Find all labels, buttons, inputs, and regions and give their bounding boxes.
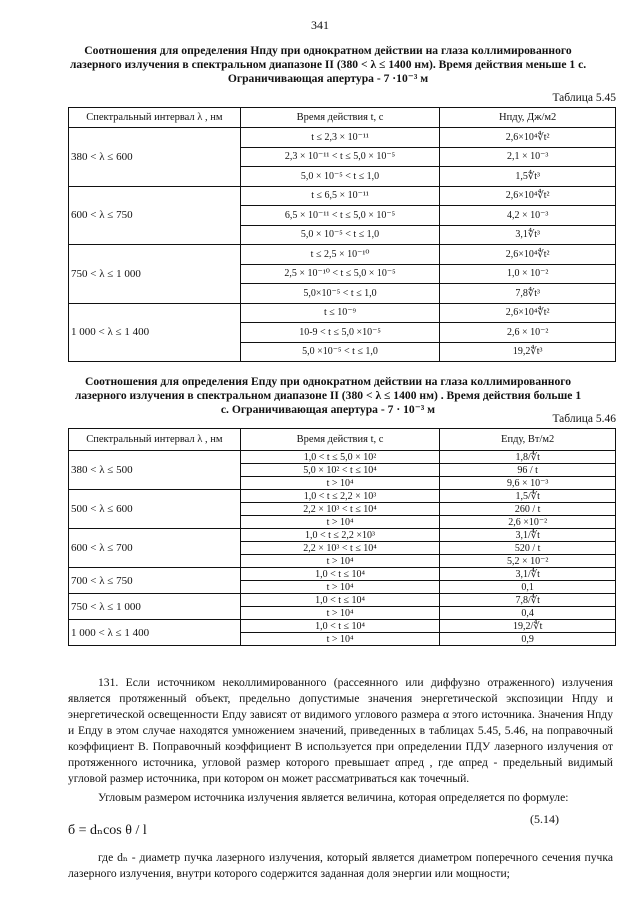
time-cell: t > 10⁴ xyxy=(240,581,440,594)
value-cell: 7,8∜t³ xyxy=(440,284,616,304)
paragraph-angular-size: Угловым размером источника излучения является величина, которая определяется по формуле: xyxy=(98,791,569,804)
value-cell: 19,2/∜t xyxy=(440,620,616,633)
spectral-range-cell: 380 < λ ≤ 600 xyxy=(69,128,241,187)
value-cell: 96 / t xyxy=(440,464,616,477)
value-cell: 520 / t xyxy=(440,542,616,555)
value-cell: 0,1 xyxy=(440,581,616,594)
spectral-range-cell: 600 < λ ≤ 750 xyxy=(69,186,241,245)
table-row xyxy=(69,451,616,464)
table-row xyxy=(69,620,616,633)
table-row xyxy=(69,529,616,542)
formula-number: (5.14) xyxy=(530,812,559,826)
time-cell: t > 10⁴ xyxy=(240,516,440,529)
column-header: Спектральный интервал λ , нм xyxy=(69,429,241,451)
spectral-range-cell: 1 000 < λ ≤ 1 400 xyxy=(69,620,241,646)
value-cell: 2,6×10⁴∜t² xyxy=(440,245,616,265)
spectral-range-cell: 700 < λ ≤ 750 xyxy=(69,568,241,594)
table-row xyxy=(69,490,616,503)
section1-heading-line: Ограничивающая апертура - 7 ·10⁻³ м xyxy=(227,72,429,85)
section2-heading-line: лазерного излучения в спектральном диапазоне II (380 < λ ≤ 1400 нм) . Время действия больше 1 xyxy=(74,389,582,402)
value-cell: 1,5/∜t xyxy=(440,490,616,503)
time-cell: 5,0 × 10⁻⁵ < t ≤ 1,0 xyxy=(240,225,440,245)
time-cell: t > 10⁴ xyxy=(240,477,440,490)
section1-heading xyxy=(58,44,598,86)
value-cell: 2,6 × 10⁻² xyxy=(440,323,616,343)
time-cell: 2,2 × 10³ < t ≤ 10⁴ xyxy=(240,542,440,555)
spectral-range-cell: 380 < λ ≤ 500 xyxy=(69,451,241,490)
paragraph-where: где dₙ - диаметр пучка лазерного излучения, который является диаметром поперечного сечения пучка лазерного излучения, внутри которого содержится заданная доля энергии или мощности; xyxy=(68,851,613,880)
time-cell: 10-9 < t ≤ 5,0 ×10⁻⁵ xyxy=(240,323,440,343)
column-header: Время действия t, с xyxy=(240,108,440,128)
time-cell: 5,0 × 10² < t ≤ 10⁴ xyxy=(240,464,440,477)
table-row xyxy=(69,128,616,148)
time-cell: 1,0 < t ≤ 10⁴ xyxy=(240,594,440,607)
value-cell: 1,0 × 10⁻² xyxy=(440,264,616,284)
time-cell: 1,0 < t ≤ 5,0 × 10² xyxy=(240,451,440,464)
spectral-range-cell: 1 000 < λ ≤ 1 400 xyxy=(69,303,241,362)
table-row xyxy=(69,568,616,581)
column-header: Спектральный интервал λ , нм xyxy=(69,108,241,128)
section1-heading-line: Соотношения для определения Нпду при однократном действии на глаза коллимированного xyxy=(84,44,572,57)
column-header: Епду, Вт/м2 xyxy=(440,429,616,451)
time-cell: t ≤ 2,5 × 10⁻¹⁰ xyxy=(240,245,440,265)
value-cell: 1,5∜t³ xyxy=(440,167,616,187)
time-cell: 6,5 × 10⁻¹¹ < t ≤ 5,0 × 10⁻⁵ xyxy=(240,206,440,226)
time-cell: 2,2 × 10³ < t ≤ 10⁴ xyxy=(240,503,440,516)
time-cell: 2,5 × 10⁻¹⁰ < t ≤ 5,0 × 10⁻⁵ xyxy=(240,264,440,284)
time-cell: 1,0 < t ≤ 10⁴ xyxy=(240,568,440,581)
time-cell: 1,0 < t ≤ 2,2 × 10³ xyxy=(240,490,440,503)
value-cell: 3,1/∜t xyxy=(440,568,616,581)
section2-heading xyxy=(58,375,598,417)
spectral-range-cell: 600 < λ ≤ 700 xyxy=(69,529,241,568)
time-cell: t > 10⁴ xyxy=(240,607,440,620)
value-cell: 2,6 ×10⁻² xyxy=(440,516,616,529)
spectral-range-cell: 750 < λ ≤ 1 000 xyxy=(69,245,241,304)
formula: б = dₙcos θ / l xyxy=(68,823,147,838)
time-cell: t ≤ 2,3 × 10⁻¹¹ xyxy=(240,128,440,148)
time-cell: t > 10⁴ xyxy=(240,555,440,568)
page-number: 341 xyxy=(311,18,329,32)
table-row xyxy=(69,245,616,265)
section2-heading-line: Соотношения для определения Епду при однократном действии на глаза коллимированного xyxy=(84,375,572,388)
value-cell: 3,1∜t³ xyxy=(440,225,616,245)
time-cell: 1,0 < t ≤ 10⁴ xyxy=(240,620,440,633)
value-cell: 2,6×10⁴∜t² xyxy=(440,186,616,206)
paragraph-131: 131. Если источником неколлимированного (рассеянного или диффузно отраженного) излучения является протяженный объект, предельно допустимые значения энергетической экспозиции Нпду и энергетической освещенности Епду зависят от видимого углового размера α этого источника. Значения Нпду и Епду в этом случае находятся умножением значений, приведенных в таблицах 5.45, 5.46, на поправочный коэффициент В. Поправочный коэффициент В используется при определении ПДУ лазерного излучения от протяженного источника, угловой размер которого превышает αпред , где αпред - предельный видимый угловой размер источника, при котором он может рассматриваться как точечный. xyxy=(68,676,613,785)
value-cell: 1,8/∜t xyxy=(440,451,616,464)
table-row xyxy=(69,594,616,607)
time-cell: 5,0×10⁻⁵ < t ≤ 1,0 xyxy=(240,284,440,304)
column-header: Время действия t, с xyxy=(240,429,440,451)
table-5-46-label: Таблица 5.46 xyxy=(552,413,616,425)
value-cell: 0,4 xyxy=(440,607,616,620)
section2-heading-line: с. Ограничивающая апертура - 7 · 10⁻³ м xyxy=(220,403,436,416)
value-cell: 0,9 xyxy=(440,633,616,646)
time-cell: t > 10⁴ xyxy=(240,633,440,646)
time-cell: 1,0 < t ≤ 2,2 ×10³ xyxy=(240,529,440,542)
value-cell: 2,1 × 10⁻³ xyxy=(440,147,616,167)
section1-heading-line: лазерного излучения в спектральном диапазоне II (380 < λ ≤ 1400 нм). Время действия меньше 1 с. xyxy=(69,58,587,71)
value-cell: 7,8/∜t xyxy=(440,594,616,607)
column-header: Нпду, Дж/м2 xyxy=(440,108,616,128)
value-cell: 4,2 × 10⁻³ xyxy=(440,206,616,226)
time-cell: t ≤ 10⁻⁹ xyxy=(240,303,440,323)
value-cell: 2,6×10⁴∜t² xyxy=(440,303,616,323)
table-5-45-label: Таблица 5.45 xyxy=(552,92,616,104)
table-row xyxy=(69,186,616,206)
value-cell: 5,2 × 10⁻² xyxy=(440,555,616,568)
value-cell: 260 / t xyxy=(440,503,616,516)
value-cell: 3,1/∜t xyxy=(440,529,616,542)
spectral-range-cell: 500 < λ ≤ 600 xyxy=(69,490,241,529)
value-cell: 9,6 × 10⁻³ xyxy=(440,477,616,490)
value-cell: 19,2∜t³ xyxy=(440,342,616,362)
table-row xyxy=(69,303,616,323)
table-5-45 xyxy=(68,107,616,362)
spectral-range-cell: 750 < λ ≤ 1 000 xyxy=(69,594,241,620)
time-cell: 5,0 × 10⁻⁵ < t ≤ 1,0 xyxy=(240,167,440,187)
value-cell: 2,6×10⁴∜t² xyxy=(440,128,616,148)
time-cell: 5,0 ×10⁻⁵ < t ≤ 1,0 xyxy=(240,342,440,362)
time-cell: t ≤ 6,5 × 10⁻¹¹ xyxy=(240,186,440,206)
time-cell: 2,3 × 10⁻¹¹ < t ≤ 5,0 × 10⁻⁵ xyxy=(240,147,440,167)
table-5-46 xyxy=(68,428,616,646)
